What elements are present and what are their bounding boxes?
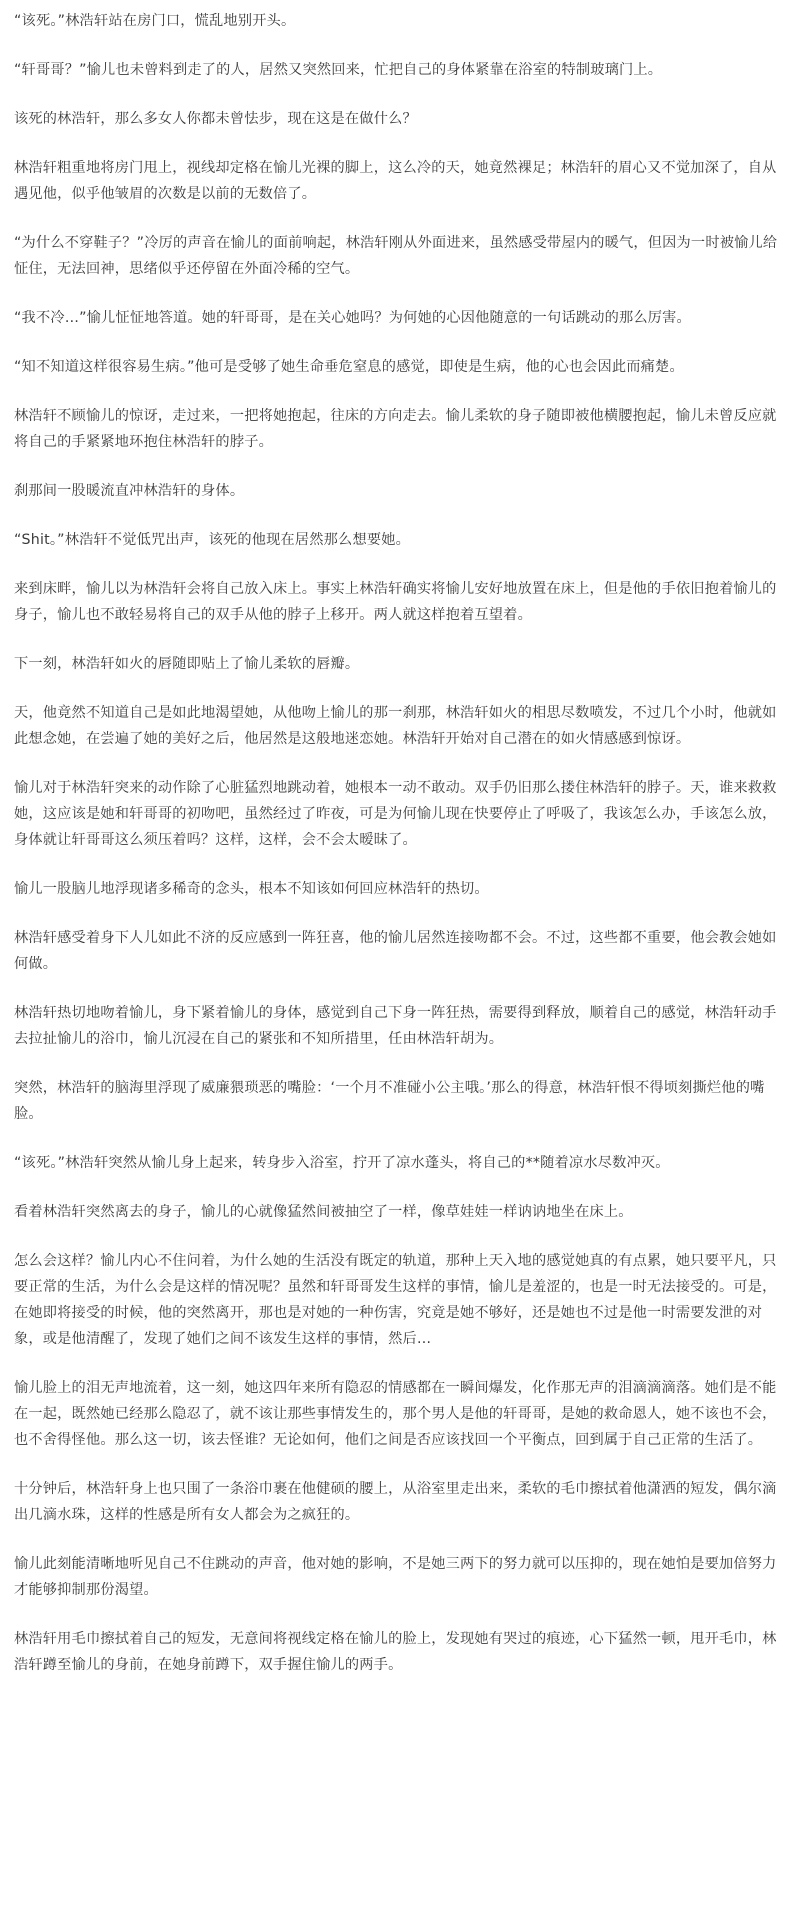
paragraph: “为什么不穿鞋子？”冷厉的声音在愉儿的面前响起，林浩轩刚从外面进来，虽然感受带屋内的暖气，但因为一时被愉儿给怔住，无法回神，思绪似乎还停留在外面冷稀的空气。 (14, 235, 778, 277)
paragraph: 愉儿一股脑儿地浮现诸多稀奇的念头，根本不知该如何回应林浩轩的热切。 (14, 881, 489, 897)
paragraph: 该死的林浩轩，那么多女人你都未曾怯步，现在这是在做什么？ (14, 111, 417, 127)
paragraph: “知不知道这样很容易生病。”他可是受够了她生命垂危窒息的感觉，即使是生病，他的心也会因此而痛楚。 (14, 359, 684, 375)
paragraph: 怎么会这样？愉儿内心不住问着，为什么她的生活没有既定的轨道，那种上天入地的感觉她真的有点累，她只要平凡，只要正常的生活，为什么会是这样的情况呢？虽然和轩哥哥发生这样的事情，愉儿是羞涩的，也是一时无法接受的。可是，在她即将接受的时候，他的突然离开，那也是对她的一种伤害，究竟是她不够好，还是她也不过是他一时需要发泄的对象，或是他清醒了，发现了她们之间不该发生这样的事情，然后… (14, 1253, 777, 1347)
paragraph: “Shit。”林浩轩不觉低咒出声，该死的他现在居然那么想要她。 (14, 532, 410, 548)
paragraph: “该死。”林浩轩站在房门口，慌乱地别开头。 (14, 13, 296, 29)
paragraph: 林浩轩热切地吻着愉儿，身下紧着愉儿的身体，感觉到自己下身一阵狂热，需要得到释放，顺着自己的感觉，林浩轩动手去拉扯愉儿的浴巾，愉儿沉浸在自己的紧张和不知所措里，任由林浩轩胡为。 (14, 1005, 777, 1047)
paragraph: 突然，林浩轩的脑海里浮现了威廉猥琐恶的嘴脸：‘一个月不准碰小公主哦。’那么的得意，林浩轩恨不得顷刻撕烂他的嘴脸。 (14, 1080, 765, 1122)
paragraph: 天，他竟然不知道自己是如此地渴望她，从他吻上愉儿的那一刹那，林浩轩如火的相思尽数喷发，不过几个小时，他就如此想念她，在尝遍了她的美好之后，他居然是这般地迷恋她。林浩轩开始对自己潜在的如火情感感到惊讶。 (14, 705, 777, 747)
paragraph: “我不冷…”愉儿怔怔地答道。她的轩哥哥，是在关心她吗？为何她的心因他随意的一句话跳动的那么厉害。 (14, 310, 691, 326)
paragraph: 刹那间一股暖流直冲林浩轩的身体。 (14, 483, 245, 499)
paragraph: 林浩轩感受着身下人儿如此不济的反应感到一阵狂喜，他的愉儿居然连接吻都不会。不过，这些都不重要，他会教会她如何做。 (14, 930, 777, 972)
paragraph: 下一刻，林浩轩如火的唇随即贴上了愉儿柔软的唇瓣。 (14, 656, 360, 672)
paragraph: “轩哥哥？”愉儿也未曾料到走了的人，居然又突然回来，忙把自己的身体紧靠在浴室的特制玻璃门上。 (14, 62, 663, 78)
paragraph: 十分钟后，林浩轩身上也只围了一条浴巾裹在他健硕的腰上，从浴室里走出来，柔软的毛巾擦拭着他潇洒的短发，偶尔滴出几滴水珠，这样的性感是所有女人都会为之疯狂的。 (14, 1481, 777, 1523)
paragraph: 林浩轩粗重地将房门甩上，视线却定格在愉儿光裸的脚上，这么冷的天，她竟然裸足；林浩轩的眉心又不觉加深了，自从遇见他，似乎他皱眉的次数是以前的无数倍了。 (14, 160, 777, 202)
paragraph: 林浩轩不顾愉儿的惊讶，走过来，一把将她抱起，往床的方向走去。愉儿柔软的身子随即被他横腰抱起，愉儿未曾反应就将自己的手紧紧地环抱住林浩轩的脖子。 (14, 408, 777, 450)
paragraph: 愉儿对于林浩轩突来的动作除了心脏猛烈地跳动着，她根本一动不敢动。双手仍旧那么搂住林浩轩的脖子。天，谁来救救她，这应该是她和轩哥哥的初吻吧，虽然经过了昨夜，可是为何愉儿现在快要停止了呼吸了，我该怎么办，手该怎么放，身体就让轩哥哥这么须压着吗？这样，这样，会不会太暧昧了。 (14, 780, 777, 848)
article-body (14, 8, 790, 1678)
paragraph: “该死。”林浩轩突然从愉儿身上起来，转身步入浴室，拧开了凉水蓬头，将自己的**随着凉水尽数冲灭。 (14, 1155, 670, 1171)
paragraph: 愉儿脸上的泪无声地流着，这一刻，她这四年来所有隐忍的情感都在一瞬间爆发，化作那无声的泪滴滴滴落。她们是不能在一起，既然她已经那么隐忍了，就不该让那些事情发生的，那个男人是他的轩哥哥，是她的救命恩人，她不该也不会，也不舍得怪他。那么这一切，该去怪谁？无论如何，他们之间是否应该找回一个平衡点，回到属于自己正常的生活了。 (14, 1380, 777, 1448)
paragraph: 愉儿此刻能清晰地听见自己不住跳动的声音，他对她的影响，不是她三两下的努力就可以压抑的，现在她怕是要加倍努力才能够抑制那份渴望。 (14, 1556, 777, 1598)
paragraph: 林浩轩用毛巾擦拭着自己的短发，无意间将视线定格在愉儿的脸上，发现她有哭过的痕迹，心下猛然一顿，甩开毛巾，林浩轩蹲至愉儿的身前，在她身前蹲下，双手握住愉儿的两手。 (14, 1631, 777, 1673)
paragraph: 来到床畔，愉儿以为林浩轩会将自己放入床上。事实上林浩轩确实将愉儿安好地放置在床上，但是他的手依旧抱着愉儿的身子，愉儿也不敢轻易将自己的双手从他的脖子上移开。两人就这样抱着互望着。 (14, 581, 777, 623)
paragraph: 看着林浩轩突然离去的身子，愉儿的心就像猛然间被抽空了一样，像草娃娃一样讷讷地坐在床上。 (14, 1204, 633, 1220)
